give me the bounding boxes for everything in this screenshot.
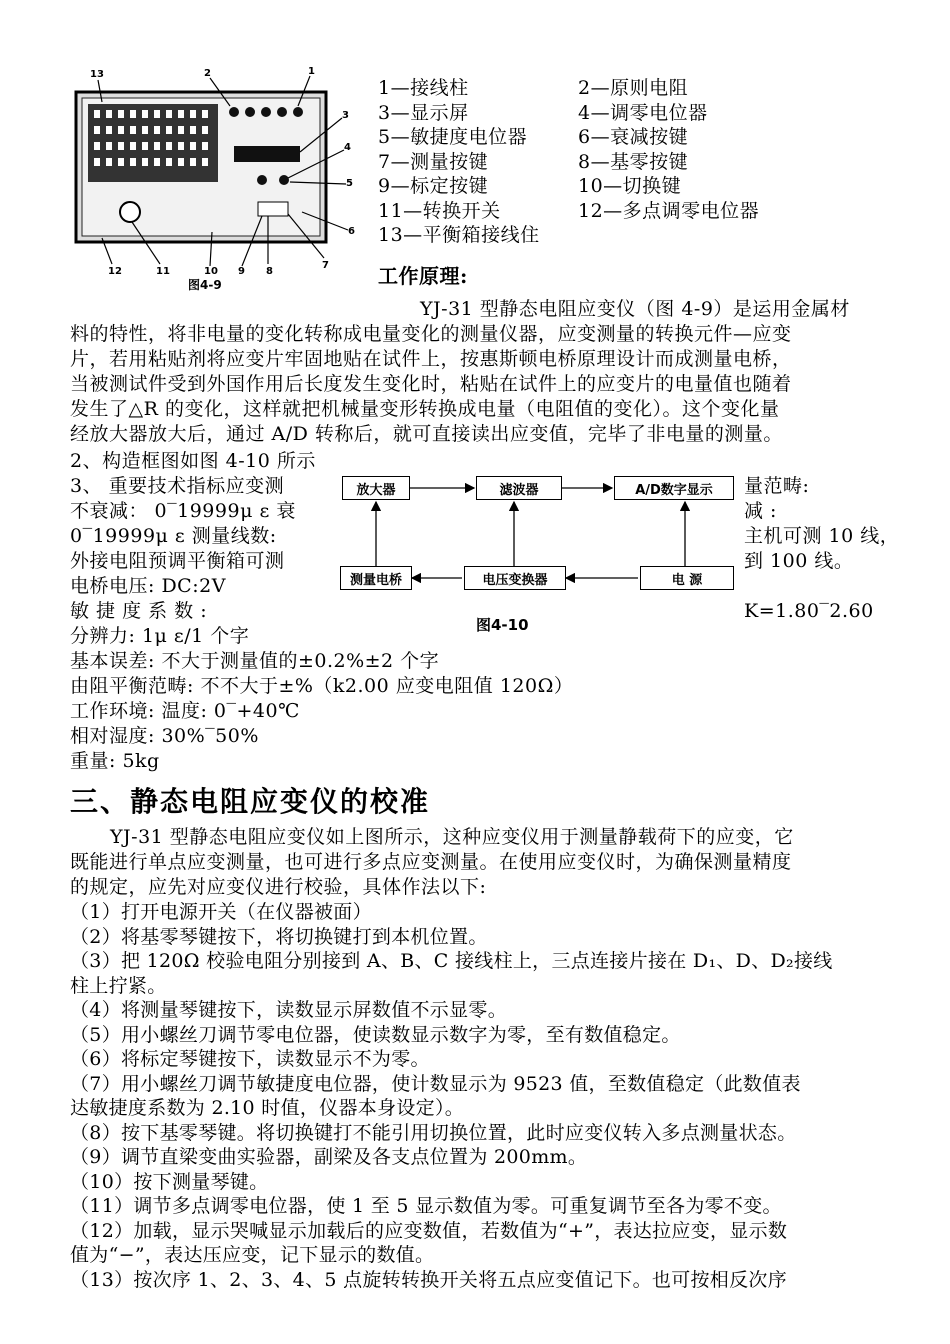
step-line: （10）按下测量琴键。 [70, 1170, 269, 1193]
part-label: 7—测量按键 [378, 150, 489, 173]
left-col-1: 3、 重要技术指标应变测 [70, 475, 285, 497]
callout-11: 11 [156, 266, 170, 277]
part-label: 1—接线柱 [378, 77, 469, 99]
part-label: 9—标定按键 [378, 175, 489, 197]
step-line: （8）按下基零琴键。将切换键打不能引用切换位置，此时应变仪转入多点测量状态。 [70, 1121, 797, 1144]
step-line: （9）调节直梁变曲实验器，副梁及各支点位置为 200mm。 [70, 1146, 588, 1168]
left-col-3: 0‾19999μ ε 测量线数: [70, 525, 277, 547]
step-line: （6）将标定琴键按下，读数显示不为零。 [70, 1048, 430, 1070]
callout-3: 3 [342, 110, 349, 121]
step-line: （4）将测量琴键按下，读数显示屏数值不示显零。 [70, 999, 507, 1021]
principle-line-3: 当被测试件受到外国作用后长度发生变化时，粘贴在试件上的应变片的电量值也随着 [70, 373, 792, 395]
section-title: 三、静态电阻应变仪的校准 [70, 785, 431, 818]
spec-4: 重量: 5kg [70, 750, 160, 772]
step-line: 值为“−”，表达压应变，记下显示的数值。 [70, 1244, 435, 1266]
callout-7: 7 [322, 260, 329, 271]
callout-13: 13 [90, 69, 104, 80]
left-col-7: 分辨力: 1μ ε/1 个字 [70, 625, 250, 647]
step-line: 达敏捷度系数为 2.10 时值，仪器本身设定）。 [70, 1097, 465, 1119]
left-col-4: 外接电阻预调平衡箱可测 [70, 550, 285, 572]
block-diagram [330, 466, 740, 606]
step-line: （11）调节多点调零电位器，使 1 至 5 显示数值为零。可重复调节至各为零不变。 [70, 1195, 782, 1217]
spec-0: 基本误差: 不大于测量值的±0.2%±2 个字 [70, 650, 440, 672]
callout-12: 12 [108, 266, 122, 277]
callout-9: 9 [238, 266, 245, 277]
box-filter: 滤波器 [476, 476, 562, 500]
intro-line-1: 既能进行单点应变测量，也可进行多点应变测量。在使用应变仪时，为确保测量精度 [70, 851, 792, 873]
part-label: 12—多点调零电位器 [578, 199, 760, 222]
part-label: 11—转换开关 [378, 199, 501, 222]
spec-1: 由阻平衡范畴: 不不大于±%（k2.00 应变电阻值 120Ω） [70, 675, 574, 697]
box-voltage-converter: 电压变换器 [464, 566, 566, 590]
part-label: 4—调零电位器 [578, 101, 708, 124]
right-col-1: 减 : [744, 500, 777, 522]
callout-2: 2 [204, 68, 211, 79]
part-label: 6—衰减按键 [578, 126, 689, 148]
principle-line-4: 发生了△R 的变化，这样就把机械量变形转换成电量（电阻值的变化）。这个变化量 [70, 398, 780, 420]
right-col-0: 量范畴: [744, 475, 810, 497]
step-line: 柱上拧紧。 [70, 974, 167, 997]
spec-2: 工作环境: 温度: 0‾+40℃ [70, 700, 300, 722]
part-label: 13—平衡箱接线住 [378, 224, 540, 246]
left-col-2: 不衰减： 0‾19999μ ε 衰 [70, 500, 296, 522]
callout-8: 8 [266, 266, 273, 277]
part-label: 5—敏捷度电位器 [378, 126, 528, 148]
box-ad-display: A/D数字显示 [614, 476, 734, 500]
step-line: （7）用小螺丝刀调节敏捷度电位器，使计数显示为 9523 值，至数值稳定（此数值表 [70, 1072, 801, 1095]
step-line: （5）用小螺丝刀调节零电位器，使读数显示数字为零，至有数值稳定。 [70, 1023, 681, 1046]
callout-6: 6 [348, 226, 355, 237]
principle-title: 工作原理: [378, 264, 468, 288]
right-col-2: 主机可测 10 线， [744, 525, 900, 547]
right-col-5: K=1.80‾2.60 [744, 600, 874, 622]
left-col-5: 电桥电压: DC:2V [70, 575, 226, 597]
step-line: （12）加载，显示哭喊显示加载后的应变数值，若数值为“+”，表达拉应变，显示数 [70, 1219, 788, 1242]
step-line: （1）打开电源开关（在仪器被面） [70, 901, 372, 923]
steps-list [70, 900, 833, 1292]
left-col-0: 2、构造框图如图 4-10 所示 [70, 450, 316, 472]
callout-5: 5 [346, 178, 353, 189]
principle-line-0: YJ-31 型静态电阻应变仪（图 4-9）是运用金属材 [420, 298, 850, 320]
left-col-6: 敏 捷 度 系 数 : [70, 600, 208, 622]
intro-line-2: 的规定，应先对应变仪进行校验，具体作法以下: [70, 876, 487, 898]
part-label: 2—原则电阻 [578, 77, 689, 99]
figure-4-9-caption: 图4-9 [188, 278, 222, 292]
step-line: （13）按次序 1、2、3、4、5 点旋转转换开关将五点应变值记下。也可按相反次序 [70, 1268, 787, 1291]
callout-1: 1 [308, 66, 315, 77]
part-label: 10—切换键 [578, 175, 682, 197]
spec-3: 相对湿度: 30%‾50% [70, 725, 259, 747]
box-bridge: 测量电桥 [340, 566, 412, 590]
figure-4-10-caption: 图4-10 [476, 616, 529, 634]
callout-10: 10 [204, 266, 218, 277]
callout-4: 4 [344, 142, 351, 153]
step-line: （2）将基零琴键按下，将切换键打到本机位置。 [70, 925, 488, 948]
intro-line-0: YJ-31 型静态电阻应变仪如上图所示，这种应变仪用于测量静载荷下的应变，它 [110, 826, 794, 848]
right-col-3: 到 100 线。 [744, 550, 854, 572]
box-power: 电 源 [640, 566, 734, 590]
part-label: 8—基零按键 [578, 150, 689, 173]
part-label: 3—显示屏 [378, 101, 469, 124]
box-amplifier: 放大器 [342, 476, 410, 500]
step-line: （3）把 120Ω 校验电阻分别接到 A、B、C 接线柱上，三点连接片接在 D₁、D、D₂接线 [70, 950, 833, 972]
principle-line-2: 片，若用粘贴剂将应变片牢固地贴在试件上，按惠斯顿电桥原理设计而成测量电桥， [70, 348, 792, 370]
principle-line-1: 料的特性，将非电量的变化转称成电量变化的测量仪器，应变测量的转换元件—应变 [70, 323, 792, 345]
principle-line-5: 经放大器放大后，通过 A/D 转称后，就可直接读出应变值，完毕了非电量的测量。 [70, 423, 783, 445]
instrument-photo [62, 62, 362, 297]
